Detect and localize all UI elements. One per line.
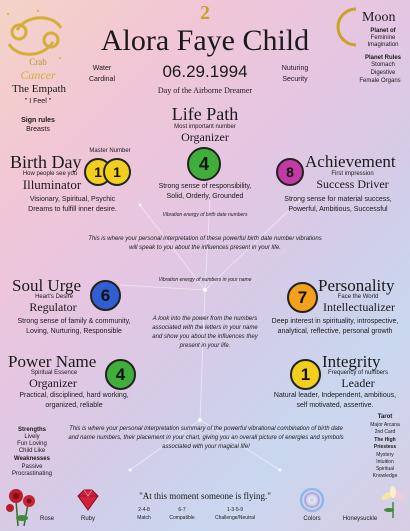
achievement-role: Success Driver [316, 177, 389, 191]
integrity-sub: Frequency of numbers [327, 370, 389, 376]
achievement-desc-2: Powerful, Ambitious, Successful [288, 206, 388, 213]
power-name-sub: Spiritual Essence [30, 370, 78, 376]
personality-role: Intellectualizer [323, 300, 395, 314]
tarot-title: Tarot [377, 414, 393, 420]
life-path-number-circle [187, 147, 221, 181]
personality-desc-2: analytical, reflective, personal growth [277, 328, 393, 335]
life-path-vibration: Vibration energy of birth date numbers [162, 212, 248, 218]
power-name-desc-1: Practical, disciplined, hard working, [19, 392, 129, 399]
day-label: Day of the Airborne Dreamer [157, 86, 253, 95]
strength-2: Fun Loving [17, 441, 47, 447]
sign-crab: Crab [29, 57, 47, 67]
interpretation-summary: This is where your personal interpretation summary of the powerful vibrational combination of birth date and name numbers, their placement in your chart, giving you an overall picture of energies and symbols associated with your magical life! [68, 426, 344, 450]
achievement-desc-1: Strong sense for material success, [284, 196, 392, 203]
integrity-desc-2: self motivated, assertive. [296, 402, 374, 409]
compatible-label: Compatible [169, 515, 195, 521]
sign-rules-value: Breasts [26, 126, 50, 133]
birth-day-number-circle-1: 1 [84, 158, 112, 186]
tarot-meaning-4: Knowledge [372, 473, 398, 479]
name-vibration-label: Vibration energy of numbers in your name [158, 277, 252, 283]
power-name-desc-2: organized, reliable [45, 402, 103, 409]
challenge-numbers: 1-3-5-9 [226, 507, 244, 513]
master-number-label: Master Number [89, 148, 131, 154]
sign-nurturing: Nuturing [281, 65, 309, 72]
weakness-1: Passive [21, 464, 43, 470]
moon-subtitle: Planet of [370, 28, 396, 34]
compatible-numbers: 6-7 [178, 507, 186, 513]
life-path-desc-2: Solid, Orderly, Grounded [166, 193, 244, 200]
sign-security: Security [282, 76, 308, 83]
strength-1: Lively [24, 434, 40, 440]
moon-line1: Feminine [370, 35, 396, 41]
ruby-gem-icon [74, 488, 102, 512]
integrity-role: Leader [341, 376, 375, 390]
life-path-title: Life Path [171, 104, 239, 124]
personality-title: Personality [318, 276, 395, 295]
weaknesses-title: Weaknesses [14, 456, 50, 462]
interpretation-birth-date: This is where your personal interpretation of these powerful birth date number vibrations will speak to you about the influences present in your life. [88, 236, 322, 251]
sign-rules-title: Sign rules [21, 117, 55, 124]
strength-3: Child Like [18, 448, 46, 454]
tarot-meaning-1: Mystery [376, 452, 394, 458]
rose-label: Rose [40, 516, 55, 522]
life-path-number: 4 [198, 153, 209, 174]
birth-day-role: Illuminator [22, 177, 82, 192]
integrity-title: Integrity [322, 352, 381, 371]
integrity-number: 1 [300, 364, 311, 384]
tarot-meaning-3: Spiritual [375, 466, 395, 472]
achievement-title: Achievement [305, 152, 396, 171]
soul-urge-desc-1: Strong sense of family & community, [17, 318, 131, 325]
soul-urge-sub: Heart's Desire [35, 294, 73, 300]
personality-sub: Face the World [337, 294, 379, 300]
honeysuckle-label: Honeysuckle [342, 516, 378, 522]
moon-title: Moon [362, 10, 396, 25]
soul-urge-role: Regulator [29, 300, 77, 314]
sign-element: Water [92, 65, 112, 72]
sign-cancer: Cancer [20, 68, 56, 82]
achievement-number: 8 [286, 164, 294, 180]
integrity-desc-1: Natural leader, Independent, ambitious, [273, 392, 397, 399]
birth-day-desc-2: Dreams to fulfill inner desire. [28, 206, 117, 213]
power-name-role: Organizer [29, 376, 77, 390]
personality-desc-1: Deep interest in spirituality, introspective, [271, 318, 399, 325]
integrity-number-circle [290, 359, 321, 390]
cancer-glyph-icon [5, 8, 65, 63]
achievement-sub: First impression [331, 171, 374, 177]
life-path-desc-1: Strong sense of responsibility, [158, 183, 252, 190]
name-numbers-intro: A look into the power from the numbers associated with the letters in your name and show you about the influences they present in your life. [152, 316, 258, 349]
moon-line2: Imagination [367, 42, 399, 48]
colors-swirl-icon [298, 486, 326, 514]
quote: "At this moment someone is flying." [139, 491, 271, 501]
birth-date: 06.29.1994 [162, 62, 248, 81]
match-label: Match [137, 515, 151, 521]
honeysuckle-flower-icon [378, 484, 408, 518]
rose-icon [4, 482, 40, 526]
challenge-label: Challenge/Neutral [214, 515, 256, 521]
sign-modality: Cardinal [88, 76, 116, 83]
power-name-title: Power Name [8, 352, 97, 371]
sign-motto: " I Feel " [24, 98, 52, 105]
weakness-2: Procrastinating [11, 471, 53, 477]
ruby-label: Ruby [80, 516, 95, 522]
tarot-line-2: 2nd Card [374, 429, 396, 435]
colors-label: Colors [303, 516, 321, 522]
moon-rule-3: Female Organs [359, 78, 401, 84]
tarot-card-1: The High [374, 437, 396, 443]
soul-urge-desc-2: Loving, Nurturing, Responsible [26, 328, 122, 335]
life-path-role: Organizer [181, 130, 229, 144]
birth-day-sub: How people see you [22, 171, 78, 177]
personality-number: 7 [297, 287, 308, 307]
birth-day-title: Birth Day [10, 152, 82, 172]
soul-urge-number: 6 [100, 285, 111, 305]
tarot-line-1: Major Arcana [370, 422, 400, 428]
top-number: 2 [200, 2, 210, 24]
moon-rules-title: Planet Rules [364, 55, 401, 61]
sign-archetype: The Empath [11, 83, 67, 95]
soul-urge-title: Soul Urge [12, 276, 82, 295]
page-title: Alora Faye Child [100, 24, 310, 57]
moon-rule-1: Stomach [371, 62, 395, 68]
power-name-number-circle [105, 359, 136, 390]
power-name-number: 4 [115, 364, 126, 384]
strengths-title: Strengths [17, 427, 46, 433]
birth-day-desc-1: Visionary, Spiritual, Psychic [29, 196, 116, 203]
tarot-card-2: Priestess [373, 444, 397, 450]
soul-urge-number-circle [90, 280, 121, 311]
match-numbers: 2-4-8 [138, 507, 150, 513]
life-path-sub: Most important number [174, 124, 236, 130]
birth-day-number-circle-2: 1 [103, 158, 131, 186]
tarot-meaning-2: Intuition [376, 459, 394, 465]
moon-rule-2: Digestive [370, 70, 396, 76]
